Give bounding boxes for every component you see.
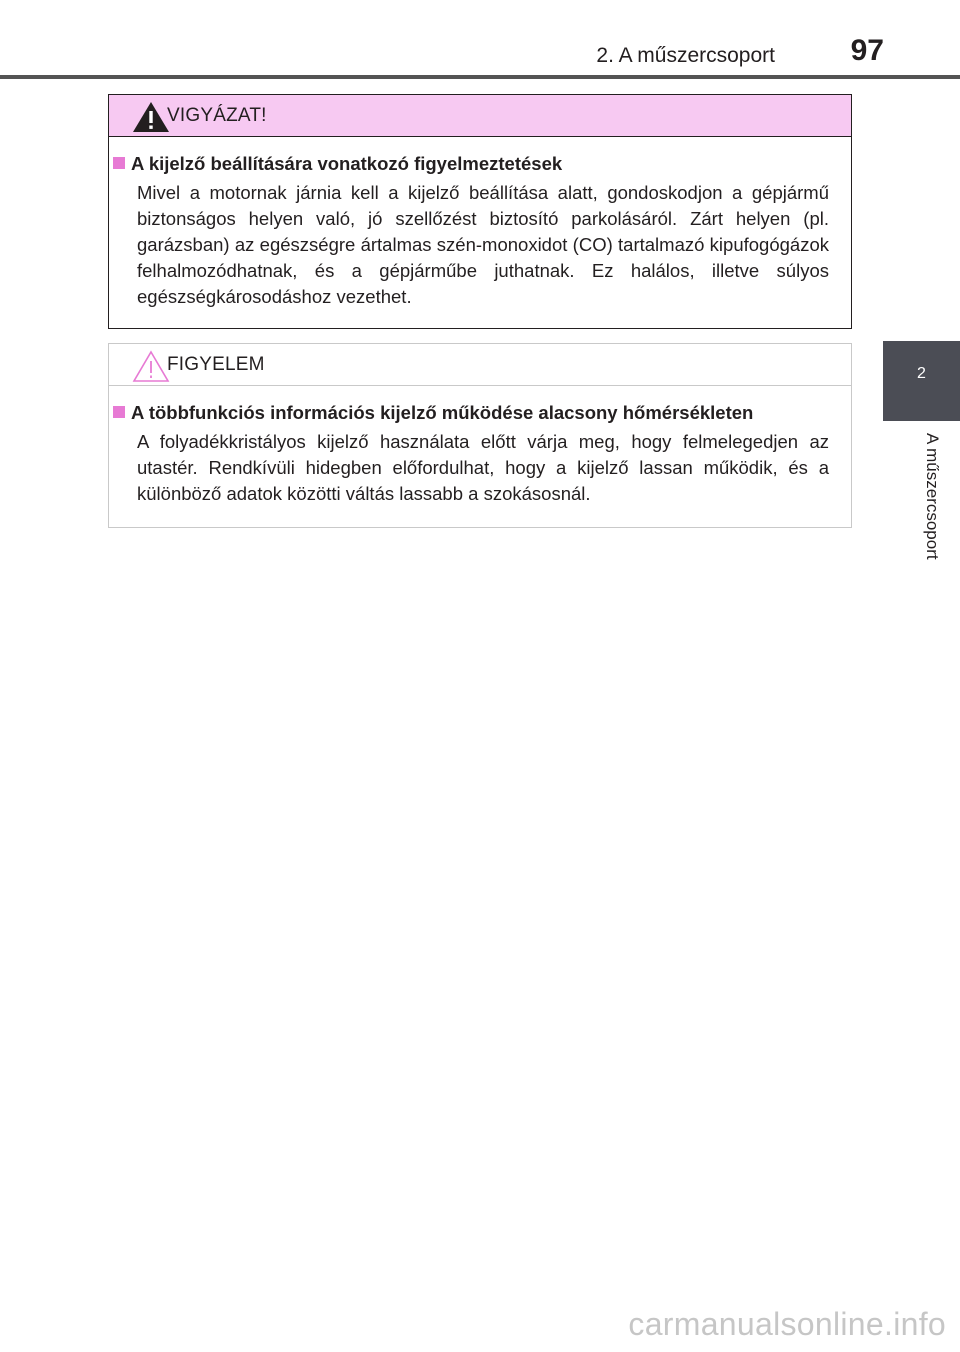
warning-item-text: Mivel a motornak járnia kell a kijelző beállítása alatt, gondoskodjon a gépjármű biztonságos helyen való, jó szellőzést biztosító parkolásáról. Zárt helyen (pl. garázsban) az egészségre ártalmas szén-monoxidot (CO) tartalmazó kipufogógázok felhalmozódhatnak, és a gépjárműbe juthatnak. Ez halálos, illetve súlyos egészségkárosodáshoz vezethet. (137, 182, 829, 307)
notice-item (109, 386, 851, 507)
warning-box-title: VIGYÁZAT! (167, 105, 267, 126)
warning-item-title: A kijelző beállítására vonatkozó figyelmeztetések (131, 153, 563, 174)
square-bullet-icon (113, 406, 125, 418)
notice-box-header (109, 344, 851, 386)
notice-box (108, 343, 852, 528)
square-bullet-icon (113, 157, 125, 169)
chapter-tab (883, 341, 960, 421)
notice-item-heading (113, 402, 843, 424)
warning-item (109, 137, 851, 310)
warning-triangle-outline-icon (131, 349, 171, 383)
notice-item-text: A folyadékkristályos kijelző használata előtt várja meg, hogy felmelegedjen az utastér. Rendkívüli hidegben előfordulhat, hogy a kijelző lassan működik, és a különböző adatok közötti váltás lassabb a szokásosnál. (137, 431, 829, 504)
page-number: 97 (850, 34, 884, 67)
watermark: carmanualsonline.info (628, 1306, 946, 1342)
warning-box (108, 94, 852, 329)
notice-item-title: A többfunkciós információs kijelző működése alacsony hőmérsékleten (131, 402, 754, 423)
chapter-tab-number: 2 (917, 365, 926, 382)
header-divider (0, 75, 960, 79)
chapter-tab-label: A műszercsoport (923, 433, 942, 560)
notice-box-title: FIGYELEM (167, 354, 265, 375)
warning-item-heading (113, 153, 829, 175)
header-section-title: 2. A műszercsoport (596, 44, 775, 67)
warning-triangle-filled-icon (131, 100, 171, 134)
warning-box-header (109, 95, 851, 137)
